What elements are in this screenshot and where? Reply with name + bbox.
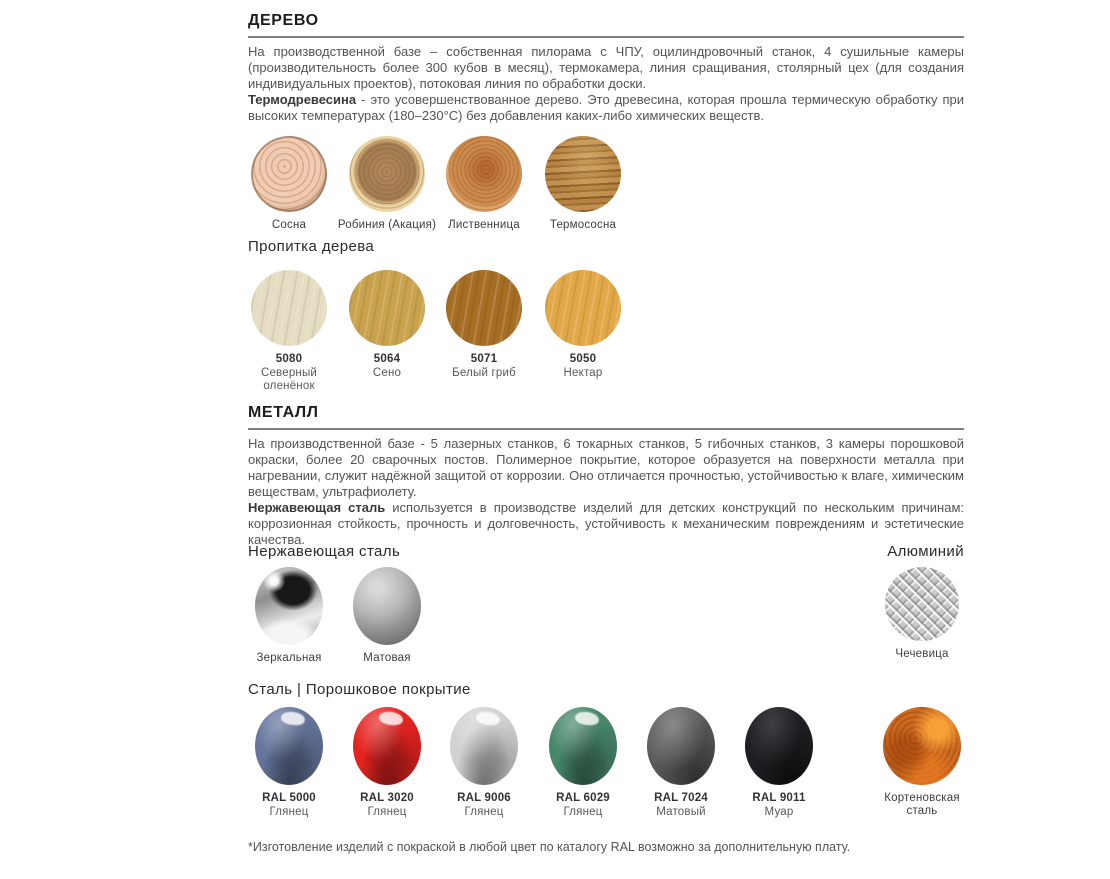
wood-paragraph-2-lead: Термодревесина [248, 92, 357, 107]
diamond-plate-image [885, 567, 959, 641]
powder-subtitle: Сталь | Порошковое покрытие [248, 681, 471, 698]
swatch-label: Кортеновская сталь [884, 792, 960, 817]
ral-code: RAL 9011 [752, 792, 806, 804]
stain-color-image [251, 270, 327, 346]
stainless-swatch-matte [339, 567, 435, 665]
swatch-label: Лиственница [448, 219, 520, 231]
stain-swatch-5064 [339, 270, 435, 380]
powder-swatch-ral9006 [436, 707, 532, 819]
powder-sphere-image [255, 707, 323, 785]
corten-steel-image [883, 707, 961, 785]
metal-paragraph-2-rest: используется в производстве изделий для детских конструкций по нескольким причинам: коррозионная стойкость, прочность и долговечность, устойчивость к механическим повреждениям и эстетические качества. [248, 500, 965, 547]
powder-sphere-image [450, 707, 518, 785]
thermopine-grain-image [545, 136, 621, 212]
swatch-label: Термососна [549, 219, 617, 231]
ral-code: RAL 7024 [654, 792, 708, 804]
metal-section-title: МЕТАЛЛ [248, 404, 319, 421]
corten-swatch [872, 707, 972, 818]
powder-sphere-image [549, 707, 617, 785]
content-column [248, 0, 964, 879]
powder-sphere-image [745, 707, 813, 785]
stainless-swatch-mirror [241, 567, 337, 665]
metal-section-divider [248, 428, 964, 430]
metal-paragraph-2-lead: Нержавеющая сталь [248, 500, 386, 515]
swatch-label: Зеркальная [256, 652, 322, 664]
ral-code: RAL 9006 [457, 792, 511, 804]
powder-sphere-image [647, 707, 715, 785]
stain-name: Белый гриб [452, 367, 516, 379]
wood-section-title: ДЕРЕВО [248, 12, 319, 29]
ral-code: RAL 3020 [360, 792, 414, 804]
wood-swatch-thermopine [528, 136, 638, 232]
stain-color-image [446, 270, 522, 346]
stain-color-image [349, 270, 425, 346]
finish-name: Матовый [656, 806, 706, 818]
stainless-subtitle: Нержавеющая сталь [248, 543, 401, 560]
swatch-label: Чечевица [895, 648, 949, 660]
powder-swatch-ral6029 [535, 707, 631, 819]
wood-paragraph [248, 44, 964, 124]
pine-cross-section-image [251, 136, 327, 212]
swatch-label: Робиния (Акация) [337, 219, 437, 231]
powder-swatch-ral5000 [241, 707, 337, 819]
stain-swatch-5071 [436, 270, 532, 380]
metal-section-header [248, 404, 964, 430]
stain-code: 5064 [373, 353, 401, 365]
aluminum-subtitle: Алюминий [887, 543, 964, 560]
finish-name: Глянец [269, 806, 309, 818]
robinia-cross-section-image [349, 136, 425, 212]
wood-paragraph-2-rest: - это усовершенствованное дерево. Это древесина, которая прошла термическую обработку при высоких температурах (180–230°С) без добавления каких-либо химических веществ. [248, 92, 964, 123]
stain-name: Нектар [563, 367, 603, 379]
powder-sphere-image [353, 707, 421, 785]
powder-swatch-ral9011 [731, 707, 827, 819]
swatch-label: Сосна [271, 219, 307, 231]
wood-swatch-larch [429, 136, 539, 232]
ral-code: RAL 6029 [556, 792, 610, 804]
stain-code: 5050 [569, 353, 597, 365]
stain-swatch-5080 [241, 270, 337, 393]
stain-subtitle: Пропитка дерева [248, 238, 375, 255]
wood-swatch-robinia [332, 136, 442, 232]
stain-swatch-5050 [535, 270, 631, 380]
finish-name: Муар [764, 806, 794, 818]
stain-name: Сено [372, 367, 402, 379]
ral-code: RAL 5000 [262, 792, 316, 804]
mirror-steel-sphere-image [255, 567, 323, 645]
ral-footnote: *Изготовление изделий с покраской в любой цвет по каталогу RAL возможно за дополнительную плату. [248, 840, 851, 854]
finish-name: Глянец [464, 806, 504, 818]
wood-paragraph-1: На производственной базе – собственная пилорама с ЧПУ, оцилиндровочный станок, 4 сушильные камеры (производительность более 300 кубов в месяц), термокамера, линия сращивания, столярный цех (для создания индивидуальных проектов), потоковая линия по обработки доски. [248, 44, 964, 91]
wood-swatch-pine [234, 136, 344, 232]
stain-color-image [545, 270, 621, 346]
metal-paragraph-1: На производственной базе - 5 лазерных станков, 6 токарных станков, 5 гибочных станков, 3 камеры порошковой окраски, более 20 сварочных постов. Полимерное покрытие, которое образуется на поверхности металла при нагревании, служит надёжной защитой от коррозии. Оно отличается прочностью, устойчивостью к влаге, химическим веществам, ультрафиолету. [248, 436, 964, 499]
stain-code: 5080 [275, 353, 303, 365]
powder-swatch-ral3020 [339, 707, 435, 819]
finish-name: Глянец [367, 806, 407, 818]
powder-swatch-ral7024 [633, 707, 729, 819]
stain-code: 5071 [470, 353, 498, 365]
larch-cross-section-image [446, 136, 522, 212]
matte-steel-sphere-image [353, 567, 421, 645]
metal-paragraph [248, 436, 964, 548]
aluminum-swatch-lentil [874, 567, 970, 661]
stain-name: Северный оленёнок [260, 367, 318, 392]
swatch-label: Матовая [363, 652, 411, 664]
finish-name: Глянец [563, 806, 603, 818]
wood-section-divider [248, 36, 964, 38]
wood-section-header [248, 12, 964, 38]
